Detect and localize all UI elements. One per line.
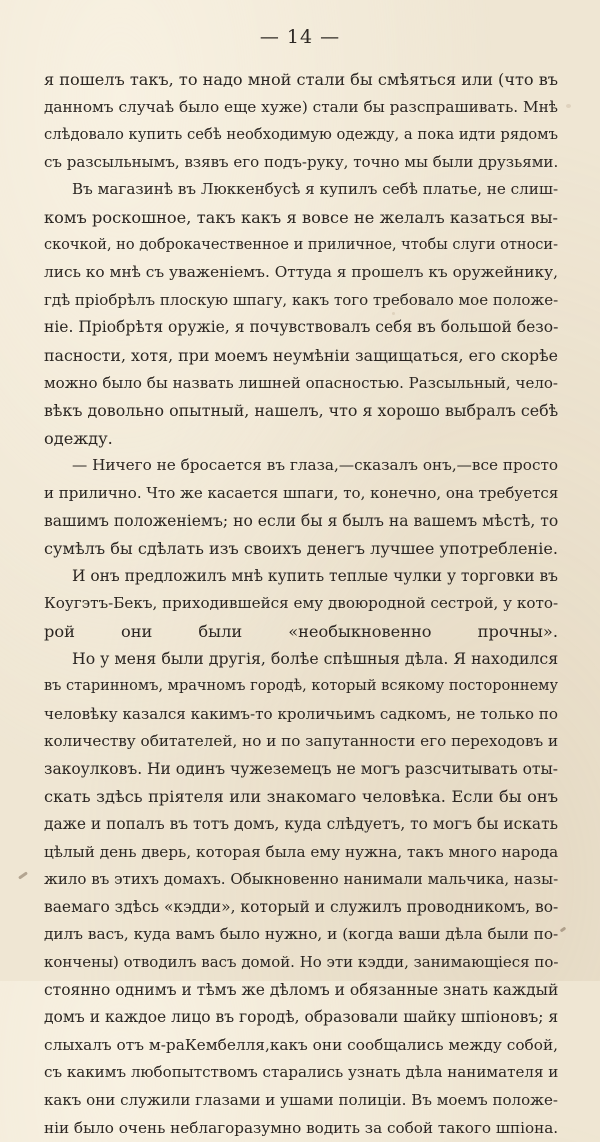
text-line: дилъ васъ, куда вамъ было нужно, и (когда ваши дѣла были по- <box>44 925 558 944</box>
text-line: Въ магазинѣ въ Люккенбусѣ я купилъ себѣ платье, не слиш- <box>72 180 558 199</box>
text-line: гдѣ пріобрѣлъ плоскую шпагу, какъ того требовало мое положе- <box>44 290 558 309</box>
text-line: данномъ случаѣ было еще хуже) стали бы разспрашивать. Мнѣ <box>44 97 558 116</box>
paragraph <box>44 452 558 562</box>
text-line: человѣку казался какимъ-то кроличьимъ садкомъ, не только по <box>44 704 558 723</box>
paper-stain <box>566 104 571 108</box>
paper-stain <box>392 312 395 315</box>
text-line: можно было бы назвать лишней опасностью. Разсыльный, чело- <box>44 373 558 392</box>
paper-mark <box>18 871 28 879</box>
page-number: — 14 — <box>259 26 341 48</box>
text-line: даже и попалъ въ тотъ домъ, куда слѣдуетъ, то могъ бы искать <box>44 815 558 834</box>
text-line: Но у меня были другія, болѣе спѣшныя дѣла. Я находился <box>72 649 558 669</box>
text-line: лись ко мнѣ съ уваженіемъ. Оттуда я прошелъ къ оружейнику, <box>44 263 558 282</box>
text-line: скочкой, но доброкачественное и приличное, чтобы слуги относи- <box>44 236 558 253</box>
text-line: домъ и каждое лицо въ городѣ, образовали шайку шпіоновъ; я <box>44 1008 558 1027</box>
text-line: ніе. Пріобрѣтя оружіе, я почувствовалъ себя въ большой безо- <box>44 318 558 337</box>
paragraph <box>44 66 558 176</box>
text-line: слѣдовало купить себѣ необходимую одежду, а пока идти рядомъ <box>44 126 558 144</box>
text-line: комъ роскошное, такъ какъ я вовсе не желалъ казаться вы- <box>44 207 558 227</box>
text-line: стоянно однимъ и тѣмъ же дѣломъ и обязанные знать каждый <box>44 980 558 999</box>
paragraph <box>44 645 558 1142</box>
paper-mark <box>560 927 567 933</box>
text-line: пасности, хотя, при моемъ неумѣніи защищаться, его скорѣе <box>44 345 558 365</box>
text-line: рой они были «необыкновенно прочны». <box>44 621 558 641</box>
text-line: — Ничего не бросается въ глаза,—сказалъ онъ,—все просто <box>72 456 558 475</box>
text-line: ваемаго здѣсь «кэдди», который и служилъ проводникомъ, во- <box>44 897 558 916</box>
text-line: одежду. <box>44 428 113 448</box>
text-line: кончены) отводилъ васъ домой. Но эти кэдди, занимающіеся по- <box>44 953 558 971</box>
text-line: скать здѣсь пріятеля или знакомаго человѣка. Если бы онъ <box>44 787 558 807</box>
text-line: я пошелъ такъ, то надо мной стали бы смѣяться или (что въ <box>44 70 558 89</box>
text-line: сумѣлъ бы сдѣлать изъ своихъ денегъ лучшее употребленіе. <box>44 539 558 559</box>
text-line: и прилично. Что же касается шпаги, то, конечно, она требуется <box>44 483 558 502</box>
text-line: количеству обитателей, но и по запутанности его переходовъ и <box>44 732 558 751</box>
paragraph <box>44 563 558 646</box>
text-line: цѣлый день дверь, которая была ему нужна, такъ много народа <box>44 842 558 861</box>
text-line: ніи было очень неблагоразумно водить за собой такого шпіона. <box>44 1118 558 1137</box>
text-line: И онъ предложилъ мнѣ купить теплые чулки у торговки въ <box>72 566 558 585</box>
text-line: слыхалъ отъ м-раКембелля,какъ они сообщались между собой, <box>44 1035 558 1054</box>
text-line: Коугэтъ-Бекъ, приходившейся ему двоюродной сестрой, у кото- <box>44 594 558 613</box>
text-line: съ какимъ любопытствомъ старались узнать дѣла нанимателя и <box>44 1063 558 1082</box>
text-line: вашимъ положеніемъ; но если бы я былъ на вашемъ мѣстѣ, то <box>44 511 558 530</box>
text-line: въ старинномъ, мрачномъ городѣ, который всякому постороннему <box>44 678 558 695</box>
text-line: жило въ этихъ домахъ. Обыкновенно нанимали мальчика, назы- <box>44 870 558 889</box>
text-line: какъ они служили глазами и ушами полиціи. Въ моемъ положе- <box>44 1090 558 1109</box>
paragraph <box>44 176 558 452</box>
text-line: закоулковъ. Ни одинъ чужеземецъ не могъ разсчитывать оты- <box>44 759 558 778</box>
text-line: вѣкъ довольно опытный, нашелъ, что я хорошо выбралъ себѣ <box>44 401 558 421</box>
text-line: съ разсыльнымъ, взявъ его подъ-руку, точно мы были друзьями. <box>44 152 558 171</box>
